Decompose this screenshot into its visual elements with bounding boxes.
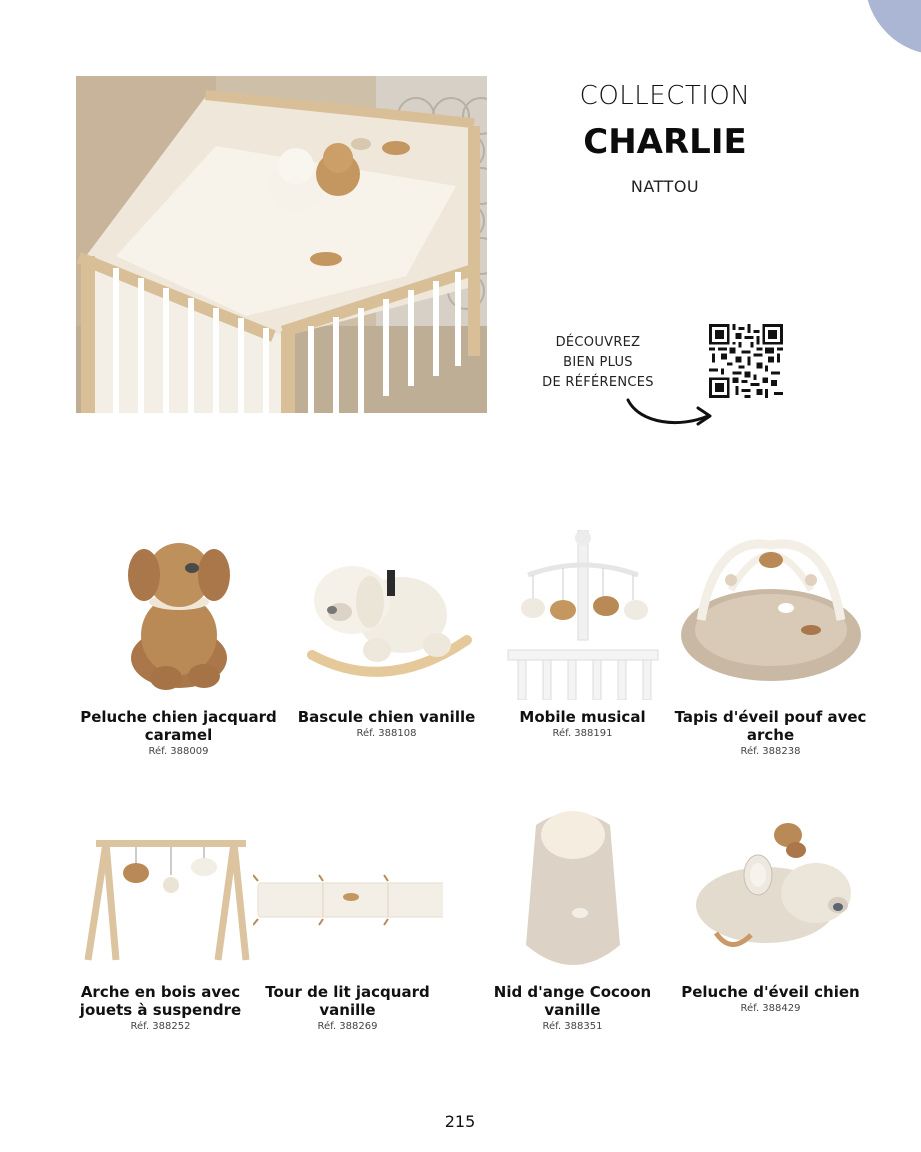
wooden-arch-icon <box>66 805 256 975</box>
discover-line-2: BIEN PLUS <box>563 355 633 370</box>
discover-line-1: DÉCOUVREZ <box>555 335 641 350</box>
brand-name: NATTOU <box>630 177 700 196</box>
play-mat-icon <box>676 530 866 700</box>
product-ref: Réf. 388269 <box>317 1021 378 1032</box>
product-title: Tapis d'éveil pouf avec arche <box>674 708 867 744</box>
collection-name: CHARLIE <box>583 122 747 162</box>
musical-mobile-icon <box>488 530 678 700</box>
product-card[interactable] <box>58 805 263 1032</box>
collection-label: COLLECTION <box>579 81 751 111</box>
product-card[interactable] <box>668 805 873 1014</box>
hero-crib-photo <box>76 76 487 413</box>
discover-line-3: DE RÉFÉRENCES <box>542 375 654 390</box>
product-card[interactable] <box>480 530 685 739</box>
product-title: Peluche d'éveil chien <box>681 983 860 1001</box>
product-title: Mobile musical <box>519 708 646 726</box>
product-ref: Réf. 388252 <box>130 1021 191 1032</box>
product-ref: Réf. 388191 <box>552 728 613 739</box>
plush-dog-caramel-icon <box>84 530 274 700</box>
product-title: Tour de lit jacquard vanille <box>265 983 430 1019</box>
product-title: Bascule chien vanille <box>297 708 476 726</box>
sleeping-bag-icon <box>478 805 668 975</box>
product-title: Arche en bois avec jouets à suspendre <box>79 983 242 1019</box>
product-card[interactable] <box>284 530 489 739</box>
activity-dog-icon <box>676 805 866 975</box>
product-ref: Réf. 388238 <box>740 746 801 757</box>
product-card[interactable] <box>668 530 873 757</box>
product-ref: Réf. 388009 <box>148 746 209 757</box>
product-ref: Réf. 388429 <box>740 1003 801 1014</box>
product-title: Peluche chien jacquard caramel <box>80 708 277 744</box>
product-ref: Réf. 388108 <box>356 728 417 739</box>
page-number: 215 <box>444 1112 476 1131</box>
product-title: Nid d'ange Cocoon vanille <box>493 983 652 1019</box>
rocking-dog-icon <box>292 530 482 700</box>
corner-decoration <box>865 0 921 55</box>
product-card[interactable] <box>245 805 450 1032</box>
product-card[interactable] <box>470 805 675 1032</box>
qr-code-icon[interactable] <box>709 324 783 398</box>
product-ref: Réf. 388351 <box>542 1021 603 1032</box>
bed-bumper-icon <box>253 805 443 975</box>
discover-more-text <box>520 333 676 393</box>
curved-arrow-icon <box>620 392 720 432</box>
product-card[interactable] <box>76 530 281 757</box>
